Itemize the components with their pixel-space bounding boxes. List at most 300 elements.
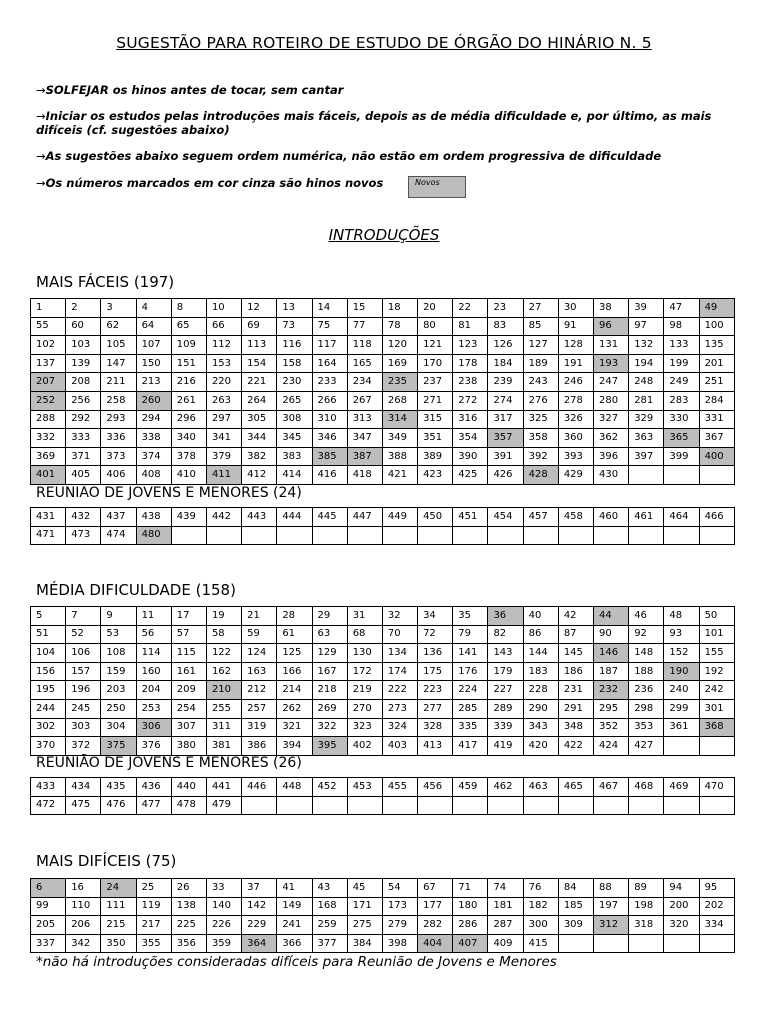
hymn-number-cell: 334 [699,916,734,935]
hymn-number-cell: 460 [594,508,629,527]
hymn-number-cell: 23 [488,299,523,318]
note-text: Os números marcados em cor cinza são hinos novos [45,176,384,190]
hymn-number-cell: 146 [594,644,629,663]
hymn-number-cell: 342 [66,934,101,953]
table-row [31,391,735,410]
hymn-number-cell: 476 [101,796,136,815]
hymn-number-cell: 179 [488,662,523,681]
hymn-number-cell: 239 [488,373,523,392]
hymn-number-cell: 412 [242,466,277,485]
hymn-number-cell: 288 [31,410,66,429]
hymn-number-cell: 127 [523,336,558,355]
hymn-number-cell: 200 [664,897,699,916]
hymn-number-cell: 382 [242,447,277,466]
hymn-number-cell: 73 [277,317,312,336]
hymn-number-cell [523,796,558,815]
hymn-number-cell: 140 [206,897,241,916]
hymn-number-cell: 1 [31,299,66,318]
hymn-number-cell: 433 [31,778,66,797]
hymn-number-cell [699,526,734,545]
hymn-number-cell [312,796,347,815]
hymn-number-cell: 11 [136,607,171,626]
hymn-number-cell: 388 [382,447,417,466]
hymn-number-cell: 46 [629,607,664,626]
hymn-number-cell: 331 [699,410,734,429]
hymn-number-cell: 241 [277,916,312,935]
table-row [31,336,735,355]
hymn-number-cell: 177 [418,897,453,916]
footnote: *não há introduções consideradas difíceis para Reunião de Jovens e Menores [36,954,557,970]
hymn-number-cell: 275 [347,916,382,935]
hymn-number-cell [664,934,699,953]
hymn-number-cell: 459 [453,778,488,797]
table-row [31,354,735,373]
hymn-number-cell: 447 [347,508,382,527]
hymn-number-cell: 233 [312,373,347,392]
hymn-number-cell: 378 [171,447,206,466]
hymn-number-cell: 427 [629,737,664,756]
hymn-number-cell: 352 [594,718,629,737]
hymn-number-cell: 457 [523,508,558,527]
hymn-number-cell: 245 [66,699,101,718]
hymn-number-cell: 109 [171,336,206,355]
hymn-number-cell: 277 [418,699,453,718]
hymn-number-cell: 464 [664,508,699,527]
hymn-number-cell: 80 [418,317,453,336]
hymn-number-cell: 343 [523,718,558,737]
hymn-number-cell: 2 [66,299,101,318]
hymn-number-cell: 115 [171,644,206,663]
hymn-number-cell: 360 [558,429,593,448]
hymn-number-cell: 303 [66,718,101,737]
hymn-number-cell: 326 [558,410,593,429]
hymn-number-cell: 383 [277,447,312,466]
hymn-number-cell: 285 [453,699,488,718]
hymn-number-cell: 402 [347,737,382,756]
hymn-number-cell: 171 [347,897,382,916]
medium-youth-table [30,777,735,815]
hymn-number-cell: 17 [171,607,206,626]
hymn-number-cell: 215 [101,916,136,935]
hymn-number-cell: 50 [699,607,734,626]
arrow-icon: → [36,109,46,123]
hymn-number-cell: 62 [101,317,136,336]
hymn-number-cell: 284 [699,391,734,410]
hymn-number-cell: 452 [312,778,347,797]
hymn-number-cell: 55 [31,317,66,336]
table-row [31,508,735,527]
table-row [31,526,735,545]
hymn-number-cell: 157 [66,662,101,681]
hymn-number-cell: 390 [453,447,488,466]
hymn-number-cell: 428 [523,466,558,485]
hymn-number-cell: 122 [206,644,241,663]
hymn-number-cell: 89 [629,879,664,898]
hymn-number-cell: 337 [31,934,66,953]
hymn-number-cell: 128 [558,336,593,355]
hymn-number-cell: 395 [312,737,347,756]
hymn-number-cell: 381 [206,737,241,756]
hymn-number-cell: 414 [277,466,312,485]
hymn-number-cell: 118 [347,336,382,355]
hymn-number-cell: 165 [347,354,382,373]
hymn-number-cell: 74 [488,879,523,898]
hymn-number-cell: 20 [418,299,453,318]
hymn-number-cell: 298 [629,699,664,718]
easy-youth-table [30,507,735,545]
hymn-number-cell: 181 [488,897,523,916]
hymn-number-cell: 34 [418,607,453,626]
hymn-number-cell: 440 [171,778,206,797]
hymn-number-cell: 15 [347,299,382,318]
hymn-number-cell: 217 [136,916,171,935]
hymn-number-cell: 353 [629,718,664,737]
hymn-number-cell: 308 [277,410,312,429]
hymn-number-cell: 5 [31,607,66,626]
hymn-number-cell: 259 [312,916,347,935]
hymn-number-cell: 164 [312,354,347,373]
hymn-number-cell: 142 [242,897,277,916]
hymn-number-cell [523,526,558,545]
hymn-number-cell: 7 [66,607,101,626]
hymn-number-cell: 408 [136,466,171,485]
hymn-number-cell: 141 [453,644,488,663]
hymn-number-cell: 406 [101,466,136,485]
hymn-number-cell: 68 [347,625,382,644]
note-1 [36,83,736,97]
hymn-number-cell: 203 [101,681,136,700]
table-row [31,466,735,485]
hymn-number-cell: 417 [453,737,488,756]
hymn-number-cell: 473 [66,526,101,545]
hymn-number-cell: 196 [66,681,101,700]
hymn-number-cell: 83 [488,317,523,336]
hymn-number-cell: 431 [31,508,66,527]
hymn-number-cell: 219 [347,681,382,700]
hymn-number-cell: 359 [206,934,241,953]
section-heading-medium: MÉDIA DIFICULDADE (158) [36,581,236,599]
hymn-number-cell: 418 [347,466,382,485]
table-row [31,447,735,466]
hymn-number-cell: 243 [523,373,558,392]
hymn-number-cell: 292 [66,410,101,429]
hymn-number-cell: 260 [136,391,171,410]
hymn-number-cell: 152 [664,644,699,663]
hymn-number-cell: 477 [136,796,171,815]
hymn-number-cell [312,526,347,545]
hymn-number-cell: 372 [66,737,101,756]
hymn-number-cell: 114 [136,644,171,663]
hymn-number-cell: 64 [136,317,171,336]
hymn-number-cell [594,934,629,953]
hymn-number-cell: 397 [629,447,664,466]
hymn-number-cell [277,526,312,545]
hymn-number-cell: 394 [277,737,312,756]
table-row [31,916,735,935]
hymn-number-cell: 187 [594,662,629,681]
hymn-number-cell [382,526,417,545]
hymn-number-cell: 135 [699,336,734,355]
hymn-number-cell: 169 [382,354,417,373]
hymn-number-cell: 189 [523,354,558,373]
hymn-number-cell: 159 [101,662,136,681]
hymn-number-cell: 226 [206,916,241,935]
table-row [31,934,735,953]
easy-table [30,298,735,485]
hymn-number-cell: 69 [242,317,277,336]
hymn-number-cell [558,934,593,953]
hymn-number-cell: 214 [277,681,312,700]
hymn-number-cell: 351 [418,429,453,448]
hymn-number-cell: 103 [66,336,101,355]
hymn-number-cell: 416 [312,466,347,485]
hymn-number-cell [418,796,453,815]
hymn-number-cell: 462 [488,778,523,797]
hymn-number-cell: 368 [699,718,734,737]
hymn-number-cell: 294 [136,410,171,429]
hymn-number-cell: 31 [347,607,382,626]
hymn-number-cell: 286 [453,916,488,935]
hymn-number-cell: 184 [488,354,523,373]
hymn-number-cell: 111 [101,897,136,916]
table-row [31,625,735,644]
hymn-number-cell: 40 [523,607,558,626]
hymn-number-cell: 474 [101,526,136,545]
note-text: As sugestões abaixo seguem ordem numérica, não estão em ordem progressiva de dificuldade [45,149,662,163]
hymn-number-cell: 29 [312,607,347,626]
hymn-number-cell [347,526,382,545]
hymn-number-cell: 341 [206,429,241,448]
hymn-number-cell: 274 [488,391,523,410]
hymn-number-cell: 147 [101,354,136,373]
hymn-number-cell: 300 [523,916,558,935]
hymn-number-cell: 263 [206,391,241,410]
hymn-number-cell: 79 [453,625,488,644]
arrow-icon: → [36,149,46,163]
hymn-number-cell: 38 [594,299,629,318]
youth-heading-medium: REUNIÃO DE JOVENS E MENORES (26) [36,755,302,771]
hymn-number-cell: 392 [523,447,558,466]
hymn-number-cell: 339 [488,718,523,737]
hymn-number-cell [171,526,206,545]
hymn-number-cell: 348 [558,718,593,737]
hymn-number-cell: 384 [347,934,382,953]
hymn-number-cell: 346 [312,429,347,448]
note-3 [36,149,736,163]
hymn-number-cell: 16 [66,879,101,898]
hymn-number-cell: 160 [136,662,171,681]
hymn-number-cell [664,796,699,815]
hymn-number-cell: 319 [242,718,277,737]
hymn-number-cell: 120 [382,336,417,355]
hymn-number-cell: 328 [418,718,453,737]
hymn-number-cell: 227 [488,681,523,700]
hymn-number-cell: 262 [277,699,312,718]
hymn-number-cell: 71 [453,879,488,898]
hymn-number-cell: 409 [488,934,523,953]
hymn-number-cell: 130 [347,644,382,663]
hymn-number-cell: 278 [558,391,593,410]
hymn-number-cell: 201 [699,354,734,373]
hymn-number-cell: 26 [171,879,206,898]
arrow-icon: → [36,83,46,97]
hymn-number-cell: 268 [382,391,417,410]
hymn-number-cell: 231 [558,681,593,700]
hymn-number-cell: 475 [66,796,101,815]
hymn-number-cell [206,526,241,545]
hymn-number-cell: 205 [31,916,66,935]
hymn-number-cell: 252 [31,391,66,410]
hymn-number-cell: 264 [242,391,277,410]
arrow-icon: → [36,176,46,190]
section-subtitle: INTRODUÇÕES [328,226,440,244]
hymn-number-cell: 9 [101,607,136,626]
hymn-number-cell [558,796,593,815]
hymn-number-cell: 124 [242,644,277,663]
section-heading-hard: MAIS DIFÍCEIS (75) [36,852,177,870]
hymn-number-cell: 112 [206,336,241,355]
hymn-number-cell: 8 [171,299,206,318]
hymn-number-cell: 250 [101,699,136,718]
hymn-number-cell: 102 [31,336,66,355]
hymn-number-cell: 193 [594,354,629,373]
hymn-number-cell [488,796,523,815]
hymn-number-cell: 396 [594,447,629,466]
hymn-number-cell: 172 [347,662,382,681]
hymn-number-cell [488,526,523,545]
hymn-number-cell: 273 [382,699,417,718]
hymn-number-cell: 222 [382,681,417,700]
hymn-number-cell: 283 [664,391,699,410]
hymn-number-cell: 361 [664,718,699,737]
hymn-number-cell: 86 [523,625,558,644]
hymn-number-cell: 27 [523,299,558,318]
hymn-number-cell: 132 [629,336,664,355]
hymn-number-cell: 22 [453,299,488,318]
hymn-number-cell: 297 [206,410,241,429]
hymn-number-cell: 82 [488,625,523,644]
hymn-number-cell: 399 [664,447,699,466]
hymn-number-cell: 364 [242,934,277,953]
hymn-number-cell: 225 [171,916,206,935]
hymn-number-cell: 63 [312,625,347,644]
hymn-number-cell: 199 [664,354,699,373]
hymn-number-cell: 350 [101,934,136,953]
hymn-number-cell: 461 [629,508,664,527]
hymn-number-cell: 240 [664,681,699,700]
hymn-number-cell: 316 [453,410,488,429]
hymn-number-cell: 6 [31,879,66,898]
hymn-number-cell: 19 [206,607,241,626]
hymn-number-cell: 156 [31,662,66,681]
hymn-number-cell: 94 [664,879,699,898]
hymn-number-cell: 325 [523,410,558,429]
hymn-number-cell: 269 [312,699,347,718]
hymn-number-cell: 228 [523,681,558,700]
hymn-number-cell: 150 [136,354,171,373]
hymn-number-cell: 204 [136,681,171,700]
hymn-number-cell: 138 [171,897,206,916]
hymn-number-cell: 25 [136,879,171,898]
hymn-number-cell: 432 [66,508,101,527]
hymn-number-cell: 234 [347,373,382,392]
hymn-number-cell: 340 [171,429,206,448]
hymn-number-cell: 162 [206,662,241,681]
hymn-number-cell: 59 [242,625,277,644]
hymn-number-cell: 229 [242,916,277,935]
hymn-number-cell: 192 [699,662,734,681]
hymn-number-cell: 41 [277,879,312,898]
hymn-number-cell: 76 [523,879,558,898]
hymn-number-cell: 18 [382,299,417,318]
hymn-number-cell: 66 [206,317,241,336]
hymn-number-cell: 424 [594,737,629,756]
hymn-number-cell: 136 [418,644,453,663]
hymn-number-cell: 306 [136,718,171,737]
hymn-number-cell: 104 [31,644,66,663]
hymn-number-cell: 318 [629,916,664,935]
hymn-number-cell: 176 [453,662,488,681]
table-row [31,681,735,700]
note-2 [36,109,736,137]
hard-table [30,878,735,953]
hymn-number-cell: 320 [664,916,699,935]
hymn-number-cell: 108 [101,644,136,663]
hymn-number-cell: 410 [171,466,206,485]
hymn-number-cell: 290 [523,699,558,718]
hymn-number-cell: 210 [206,681,241,700]
hymn-number-cell: 385 [312,447,347,466]
hymn-number-cell: 444 [277,508,312,527]
hymn-number-cell [594,526,629,545]
hymn-number-cell: 202 [699,897,734,916]
hymn-number-cell: 338 [136,429,171,448]
hymn-number-cell: 468 [629,778,664,797]
hymn-number-cell: 265 [277,391,312,410]
hymn-number-cell: 380 [171,737,206,756]
hymn-number-cell [453,526,488,545]
hymn-number-cell: 10 [206,299,241,318]
hymn-number-cell: 466 [699,508,734,527]
hymn-number-cell: 261 [171,391,206,410]
hymn-number-cell: 413 [418,737,453,756]
hymn-number-cell: 374 [136,447,171,466]
hymn-number-cell: 472 [31,796,66,815]
hymn-number-cell: 330 [664,410,699,429]
hymn-number-cell [664,737,699,756]
hymn-number-cell: 137 [31,354,66,373]
hymn-number-cell: 188 [629,662,664,681]
hymn-number-cell: 149 [277,897,312,916]
hymn-number-cell: 271 [418,391,453,410]
hymn-number-cell: 323 [347,718,382,737]
hymn-number-cell: 287 [488,916,523,935]
hymn-number-cell: 93 [664,625,699,644]
hymn-number-cell: 35 [453,607,488,626]
hymn-number-cell [629,796,664,815]
hymn-number-cell: 403 [382,737,417,756]
hymn-number-cell: 276 [523,391,558,410]
hymn-number-cell: 266 [312,391,347,410]
hymn-number-cell: 371 [66,447,101,466]
hymn-number-cell: 454 [488,508,523,527]
hymn-number-cell: 317 [488,410,523,429]
table-row [31,429,735,448]
hymn-number-cell: 84 [558,879,593,898]
hymn-number-cell: 344 [242,429,277,448]
hymn-number-cell: 429 [558,466,593,485]
hymn-number-cell: 174 [382,662,417,681]
